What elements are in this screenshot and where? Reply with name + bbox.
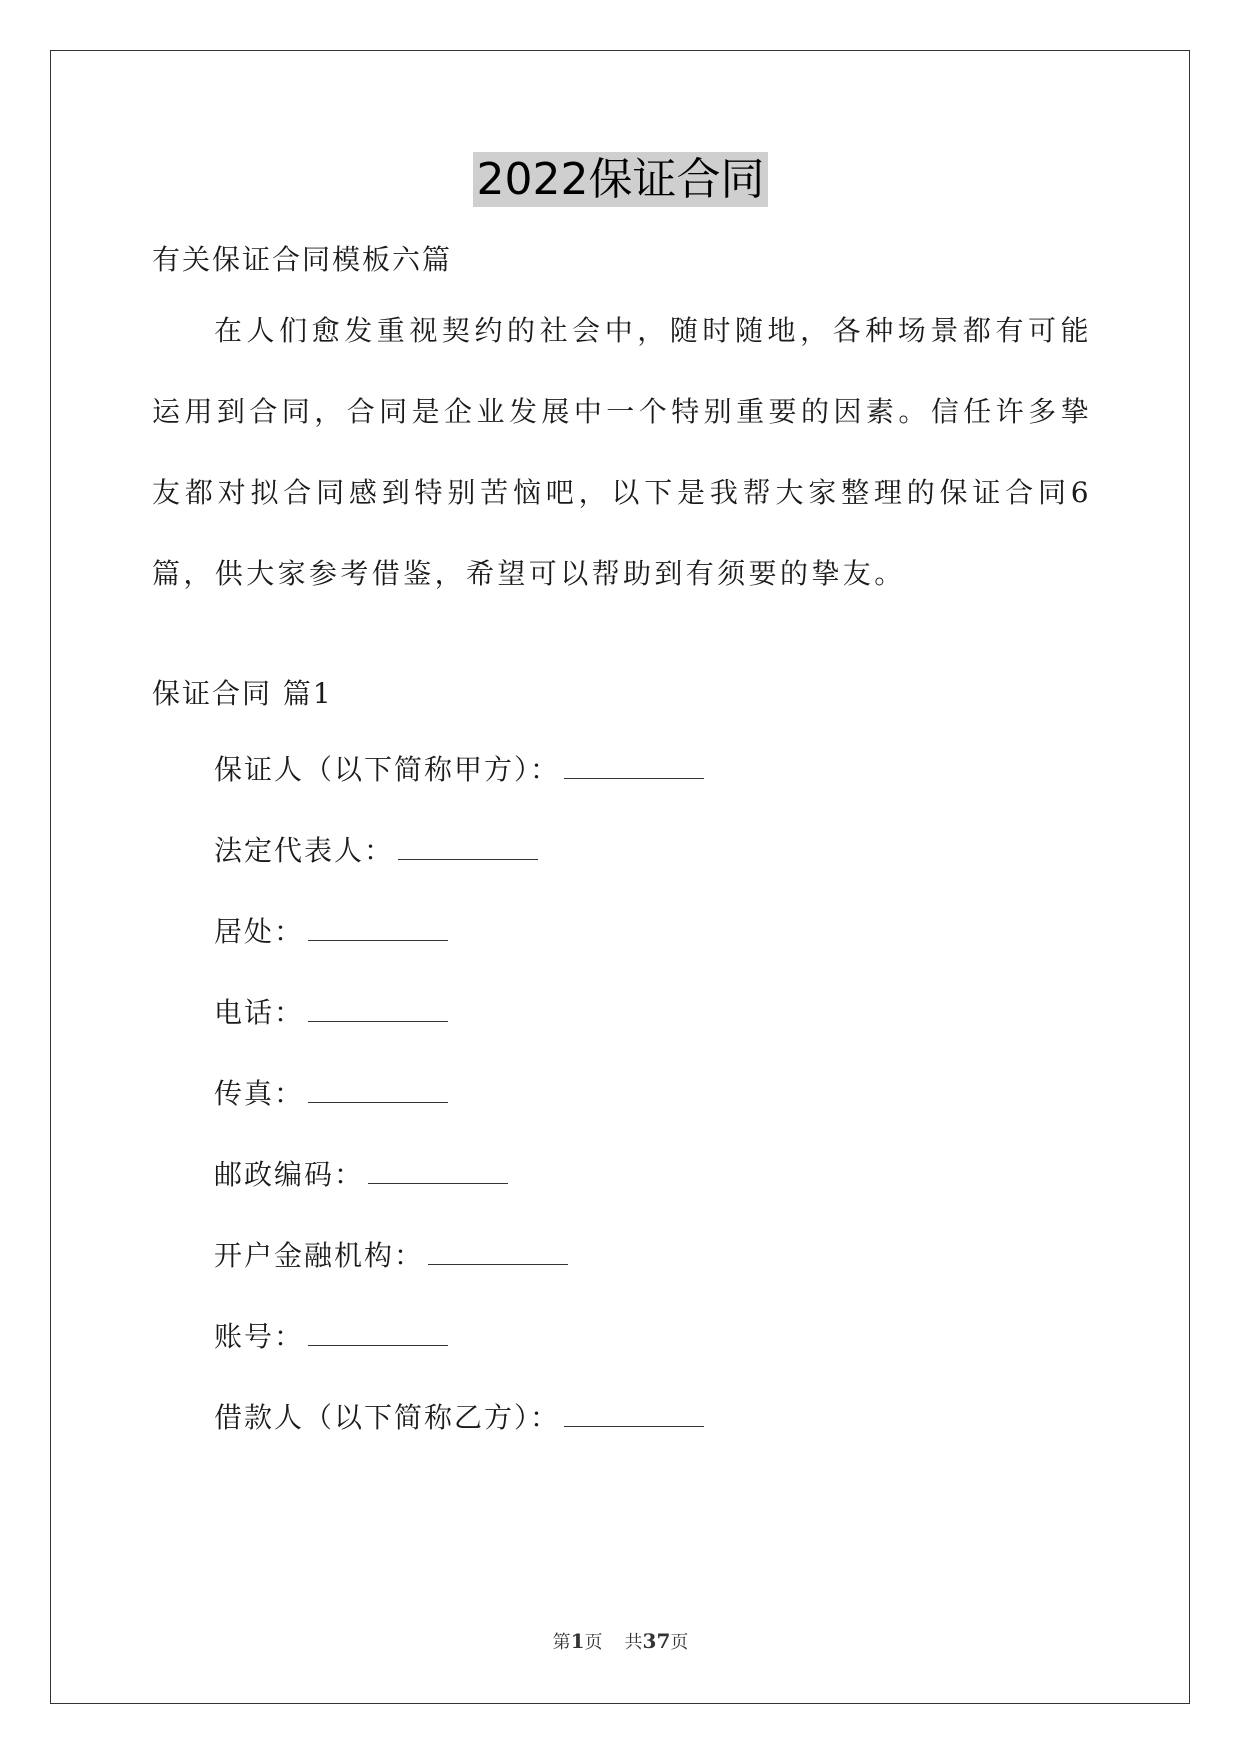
- field-residence: [214, 912, 448, 952]
- intro-paragraph: 在人们愈发重视契约的社会中，随时随地，各种场景都有可能运用到合同，合同是企业发展中一个特别重要的因素。信任许多挚友都对拟合同感到特别苦恼吧，以下是我帮大家整理的保证合同6篇，供大家参考借鉴，希望可以帮助到有须要的挚友。: [152, 314, 1092, 590]
- field-label: 法定代表人：: [214, 834, 395, 867]
- field-label: 传真：: [214, 1077, 305, 1110]
- document-title: [0, 150, 1241, 210]
- fill-in-blank[interactable]: [308, 1319, 448, 1346]
- fill-in-blank[interactable]: [308, 914, 448, 941]
- field-borrower: [214, 1398, 704, 1438]
- total-pages: 37: [642, 1629, 671, 1653]
- total-prefix: 共: [624, 1632, 643, 1653]
- field-guarantor: [214, 750, 704, 790]
- field-label: 电话：: [214, 996, 305, 1029]
- field-label: 居处：: [214, 915, 305, 948]
- fill-in-blank[interactable]: [398, 833, 538, 860]
- fill-in-blank[interactable]: [368, 1157, 508, 1184]
- field-legal-representative: [214, 831, 538, 871]
- field-label: 开户金融机构：: [214, 1239, 425, 1272]
- document-title-text: 2022保证合同: [473, 152, 769, 207]
- page-number: 1: [570, 1629, 585, 1653]
- field-account: [214, 1317, 448, 1357]
- section-heading: 保证合同 篇1: [152, 677, 333, 710]
- fill-in-blank[interactable]: [564, 1400, 704, 1427]
- total-suffix: 页: [670, 1632, 689, 1653]
- fill-in-blank[interactable]: [308, 995, 448, 1022]
- fill-in-blank[interactable]: [564, 752, 704, 779]
- fill-in-blank[interactable]: [428, 1238, 568, 1265]
- page-footer: [0, 1628, 1241, 1654]
- field-phone: [214, 993, 448, 1033]
- page-prefix: 第: [552, 1632, 571, 1653]
- field-fax: [214, 1074, 448, 1114]
- field-label: 保证人（以下简称甲方）：: [214, 753, 561, 786]
- field-postal-code: [214, 1155, 508, 1195]
- page-suffix: 页: [584, 1632, 603, 1653]
- field-bank: [214, 1236, 568, 1276]
- field-label: 账号：: [214, 1320, 305, 1353]
- document-subtitle: 有关保证合同模板六篇: [152, 243, 453, 276]
- field-label: 借款人（以下简称乙方）：: [214, 1401, 561, 1434]
- field-label: 邮政编码：: [214, 1158, 365, 1191]
- fill-in-blank[interactable]: [308, 1076, 448, 1103]
